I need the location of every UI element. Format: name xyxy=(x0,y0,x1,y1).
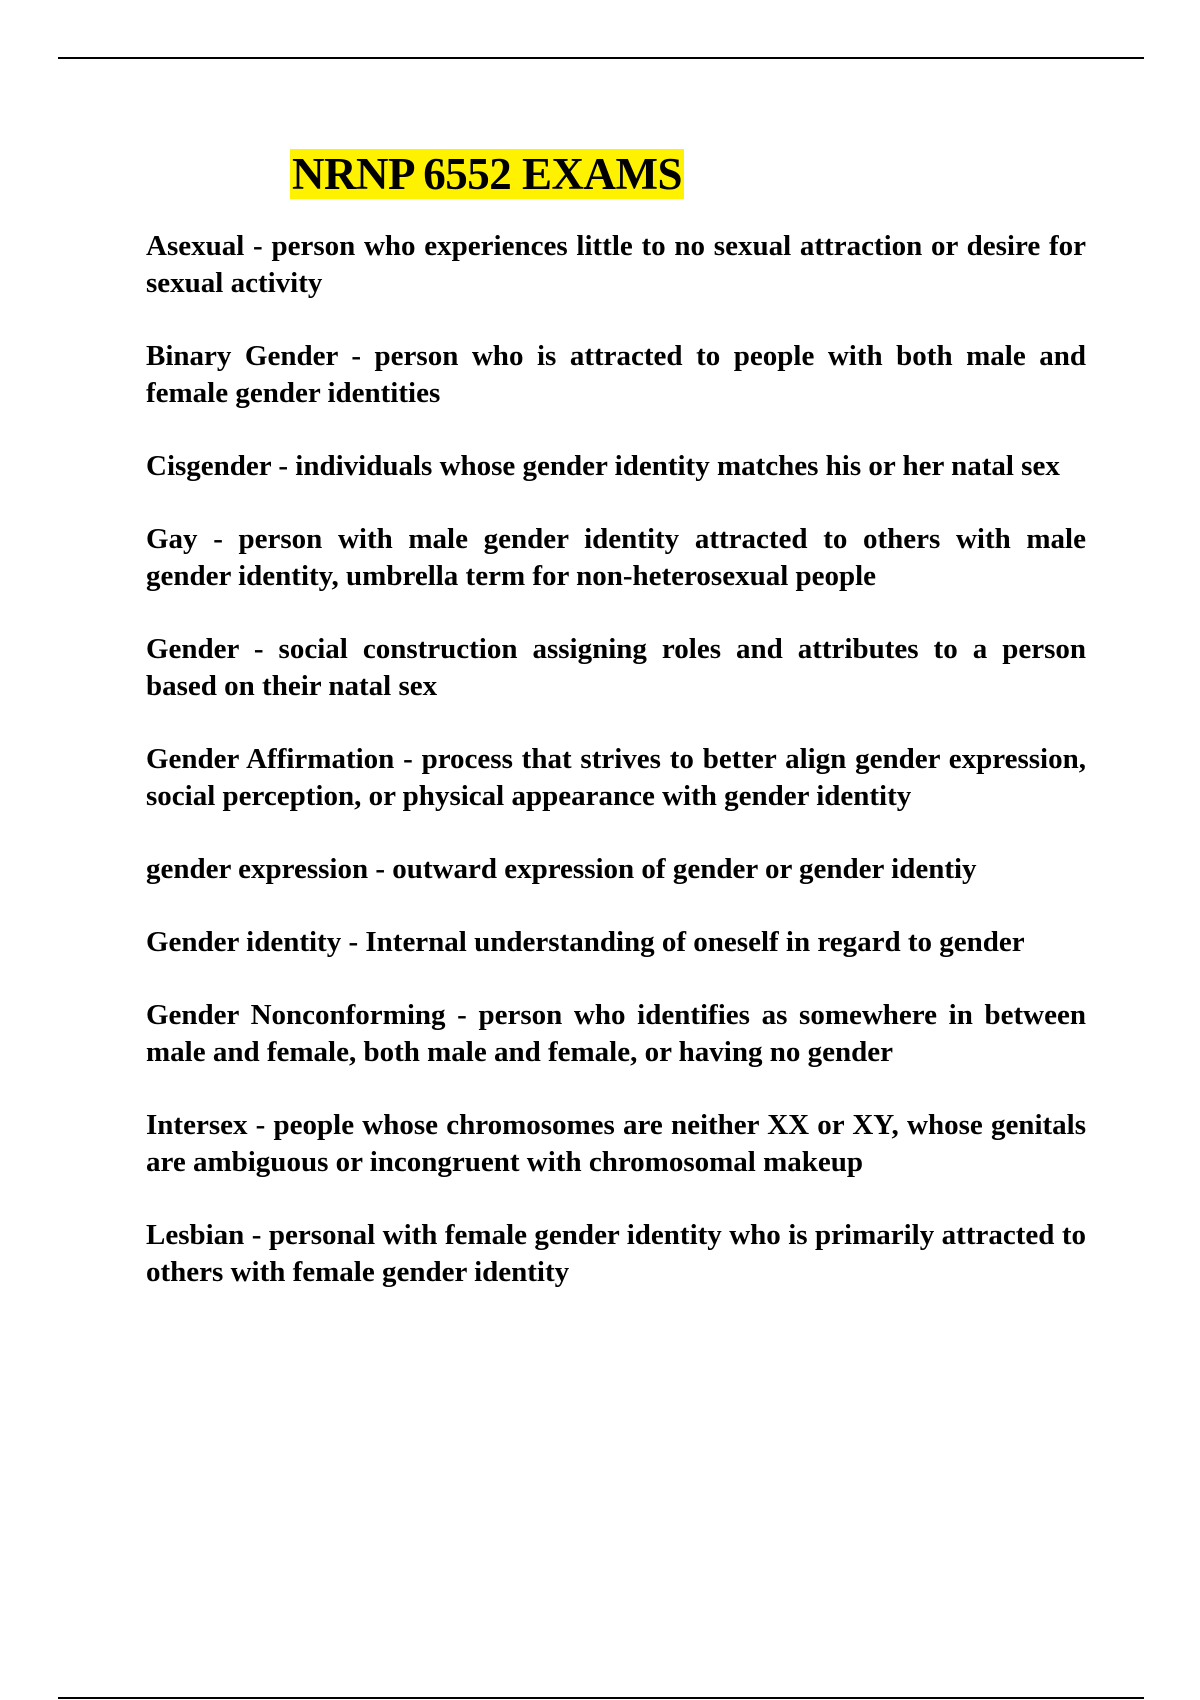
definition-gender-identity: Gender identity - Internal understanding of oneself in regard to gender xyxy=(146,926,1025,958)
definition-gender-expression: gender expression - outward expression of gender or gender identiy xyxy=(146,853,977,885)
definition-gender-nonconforming: Gender Nonconforming - person who identifies as somewhere in between male and female, both male and female, or having no gender xyxy=(146,999,1086,1068)
definition-cisgender: Cisgender - individuals whose gender identity matches his or her natal sex xyxy=(146,450,1060,482)
definition-gender-affirmation: Gender Affirmation - process that strives to better align gender expression, social perception, or physical appearance with gender identity xyxy=(146,743,1086,812)
definition-binary-gender: Binary Gender - person who is attracted to people with both male and female gender identities xyxy=(146,340,1086,409)
definition-intersex: Intersex - people whose chromosomes are neither XX or XY, whose genitals are ambiguous or incongruent with chromosomal makeup xyxy=(146,1109,1086,1178)
definition-lesbian: Lesbian - personal with female gender identity who is primarily attracted to others with female gender identity xyxy=(146,1219,1086,1288)
definition-list xyxy=(146,228,1086,1327)
bottom-divider xyxy=(58,1697,1144,1699)
page-title xyxy=(290,146,684,202)
definition-asexual: Asexual - person who experiences little to no sexual attraction or desire for sexual activity xyxy=(146,230,1086,299)
definition-gender: Gender - social construction assigning roles and attributes to a person based on their natal sex xyxy=(146,633,1086,702)
definition-gay: Gay - person with male gender identity attracted to others with male gender identity, umbrella term for non-heterosexual people xyxy=(146,523,1086,592)
top-divider xyxy=(58,57,1144,59)
title-highlight: NRNP 6552 EXAMS xyxy=(292,149,683,199)
